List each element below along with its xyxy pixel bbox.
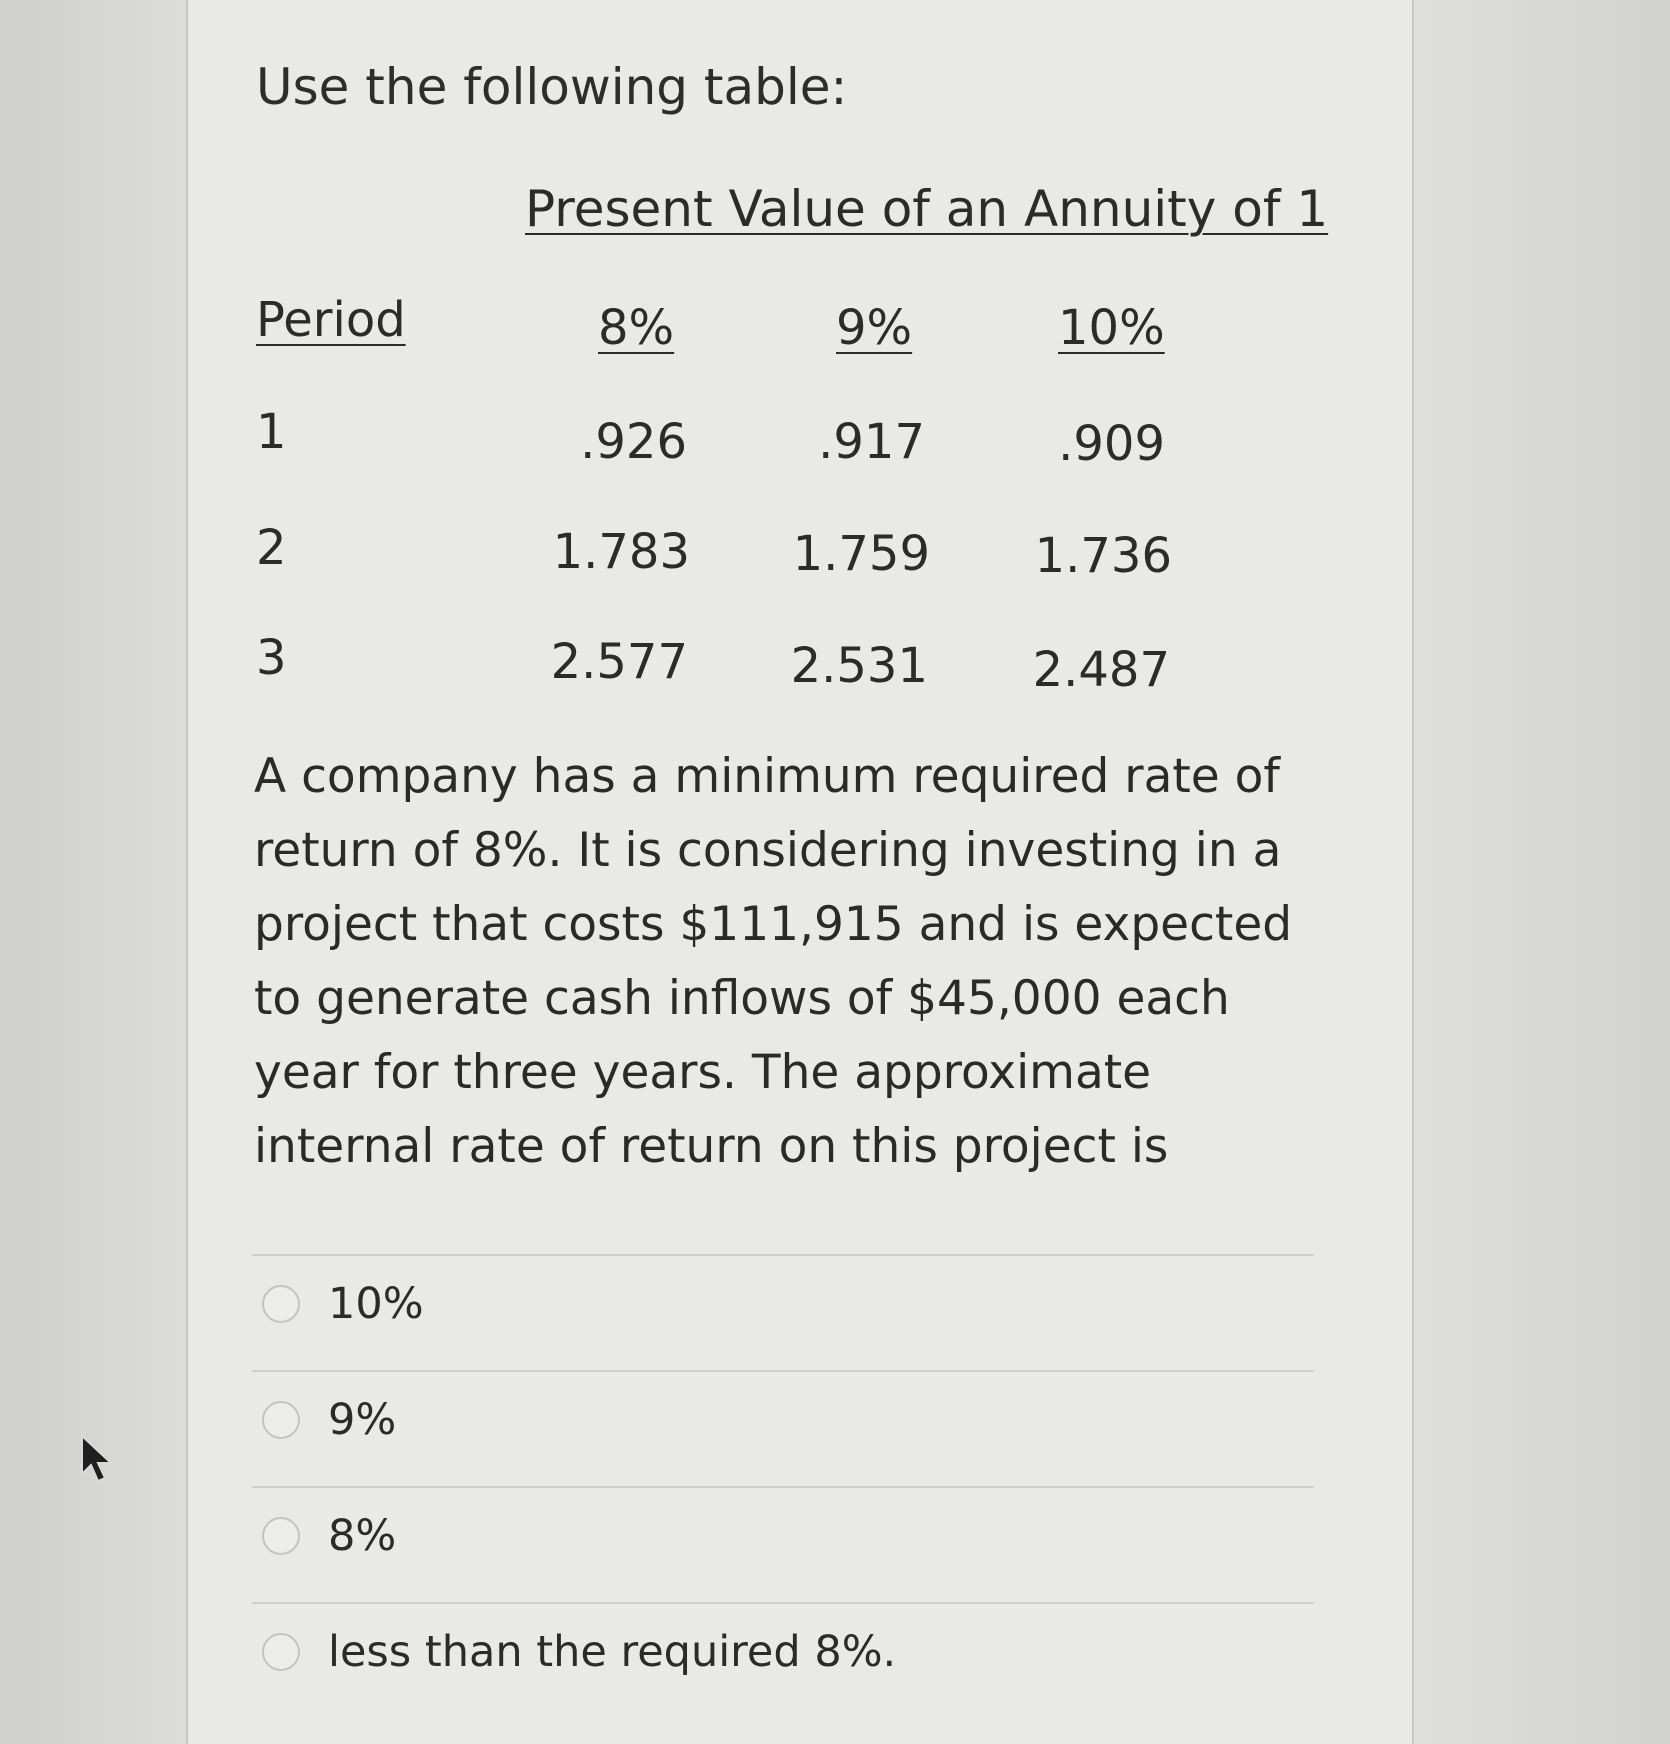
option-label: 9% — [328, 1395, 397, 1445]
header-8pct: 8% — [598, 300, 675, 356]
mouse-pointer-icon — [78, 1434, 118, 1488]
radio-button-icon[interactable] — [262, 1285, 300, 1323]
row3-9pct: 2.531 — [790, 638, 928, 694]
option-label: less than the required 8%. — [328, 1627, 897, 1677]
radio-button-icon[interactable] — [262, 1633, 300, 1671]
radio-button-icon[interactable] — [262, 1517, 300, 1555]
option-divider — [252, 1602, 1314, 1604]
row1-8pct: .926 — [580, 414, 687, 470]
question-text: A company has a minimum required rate of return of 8%. It is considering investing in a project that costs $111,915 and is expected to generate cash inflows of $45,000 each year for three years. The approximate internal rate of return on this project is — [254, 749, 1293, 1174]
option-9pct[interactable] — [262, 1390, 396, 1450]
row3-period: 3 — [256, 630, 287, 686]
row2-10pct: 1.736 — [1034, 528, 1172, 584]
header-9pct: 9% — [836, 300, 913, 356]
intro-text: Use the following table: — [256, 58, 848, 116]
radio-button-icon[interactable] — [262, 1401, 300, 1439]
table-title: Present Value of an Annuity of 1 — [525, 180, 1329, 238]
row3-10pct: 2.487 — [1032, 642, 1170, 698]
row2-9pct: 1.759 — [792, 526, 930, 582]
row1-9pct: .917 — [818, 414, 925, 470]
option-less-than-8pct[interactable] — [262, 1622, 896, 1682]
row2-8pct: 1.783 — [552, 524, 690, 580]
row3-8pct: 2.577 — [550, 634, 688, 690]
option-divider — [252, 1486, 1314, 1488]
option-8pct[interactable] — [262, 1506, 396, 1566]
option-10pct[interactable] — [262, 1274, 424, 1334]
option-divider — [252, 1254, 1314, 1256]
option-divider — [252, 1370, 1314, 1372]
row2-period: 2 — [256, 520, 287, 576]
header-10pct: 10% — [1058, 300, 1165, 356]
header-period: Period — [256, 292, 406, 348]
option-label: 8% — [328, 1511, 397, 1561]
option-label: 10% — [328, 1279, 424, 1329]
row1-10pct: .909 — [1058, 416, 1165, 472]
right-margin — [1414, 0, 1670, 1744]
row1-period: 1 — [256, 404, 287, 460]
